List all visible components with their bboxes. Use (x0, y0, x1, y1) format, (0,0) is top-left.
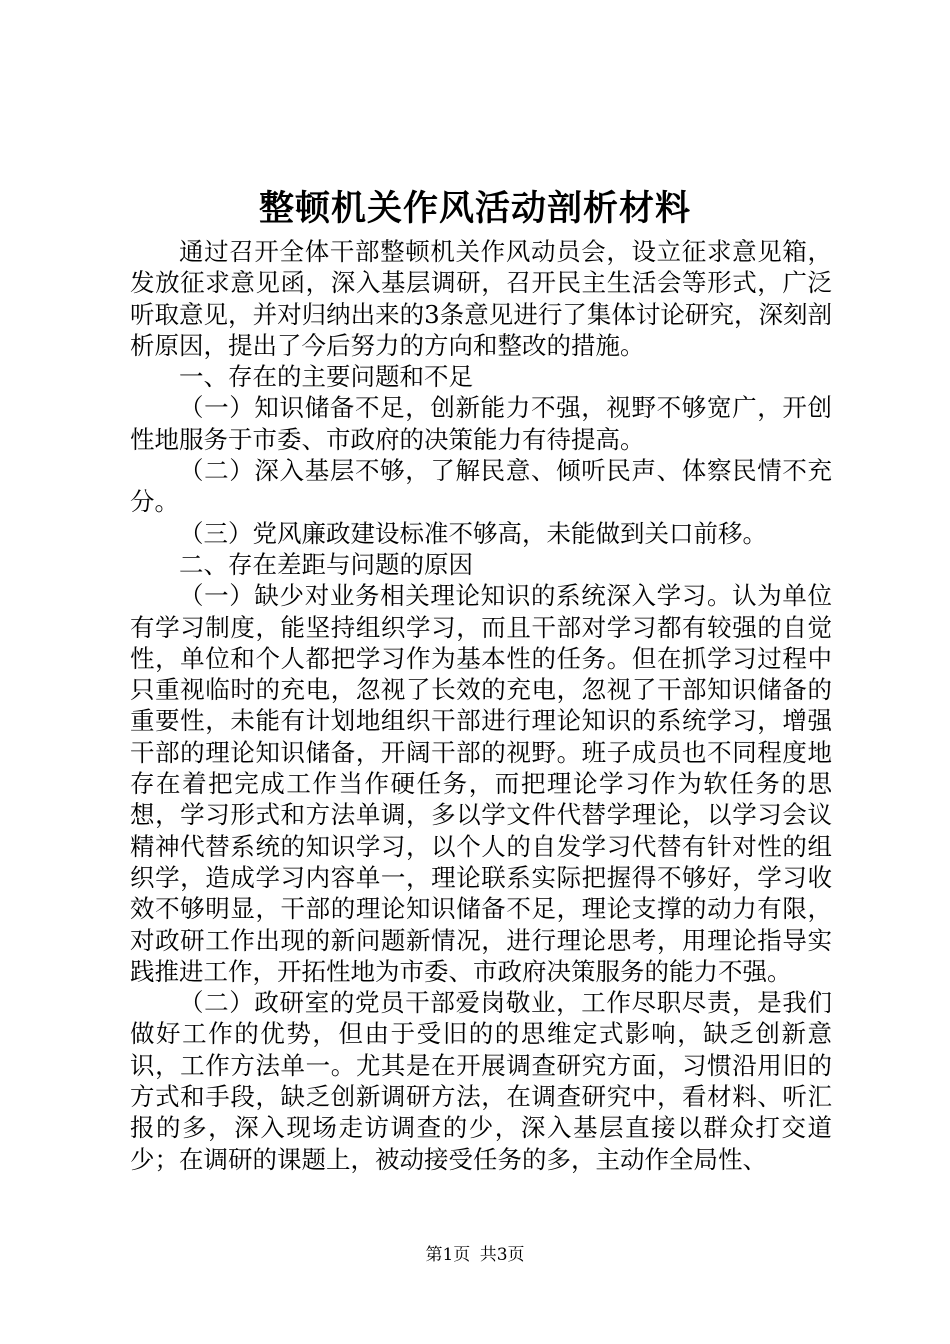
document-body (130, 236, 832, 1175)
problem-item-3: （三）党风廉政建设标准不够高，未能做到关口前移。 (179, 518, 767, 548)
page-total: 共3页 (479, 1245, 525, 1265)
cause-item-1: （一）缺少对业务相关理论知识的系统深入学习。认为单位有学习制度，能坚持组织学习，而且干部对学习都有较强的自觉性，单位和个人都把学习作为基本性的任务。但在抓学习过程中只重视临时的充电，忽视了长效的充电，忽视了干部知识储备的重要性，未能有计划地组织干部进行理论知识的系统学习，增强干部的理论知识储备，开阔干部的视野。班子成员也不同程度地存在着把完成工作当作硬任务，而把理论学习作为软任务的思想，学习形式和方法单调，多以学文件代替学理论，以学习会议精神代替系统的知识学习，以个人的自发学习代替有针对性的组织学，造成学习内容单一，理论联系实际把握得不够好，学习收效不够明显，干部的理论知识储备不足，理论支撑的动力有限，对政研工作出现的新问题新情况，进行理论思考，用理论指导实践推进工作，开拓性地为市委、市政府决策服务的能力不强。 (130, 581, 832, 986)
cause-item-2: （二）政研室的党员干部爱岗敬业，工作尽职尽责，是我们做好工作的优势，但由于受旧的的思维定式影响，缺乏创新意识，工作方法单一。尤其是在开展调查研究方面，习惯沿用旧的方式和手段，缺乏创新调研方法，在调查研究中，看材料、听汇报的多，深入现场走访调查的少，深入基层直接以群众打交道少；在调研的课题上，被动接受任务的多，主动作全局性、 (130, 988, 832, 1174)
section-heading-causes: 二、存在差距与问题的原因 (179, 549, 473, 579)
page-footer (0, 1244, 950, 1266)
section-heading-problems: 一、存在的主要问题和不足 (179, 362, 473, 392)
document-title: 整顿机关作风活动剖析材料 (258, 188, 691, 229)
problem-item-2: （二）深入基层不够，了解民意、倾听民声、体察民情不充分。 (130, 456, 832, 517)
intro-paragraph: 通过召开全体干部整顿机关作风动员会，设立征求意见箱，发放征求意见函，深入基层调研，召开民主生活会等形式，广泛听取意见，并对归纳出来的3条意见进行了集体讨论研究，深刻剖析原因，提出了今后努力的方向和整改的措施。 (130, 237, 832, 360)
problem-item-1: （一）知识储备不足，创新能力不强，视野不够宽广，开创性地服务于市委、市政府的决策能力有待提高。 (130, 393, 832, 454)
page-number: 第1页 (425, 1245, 471, 1265)
